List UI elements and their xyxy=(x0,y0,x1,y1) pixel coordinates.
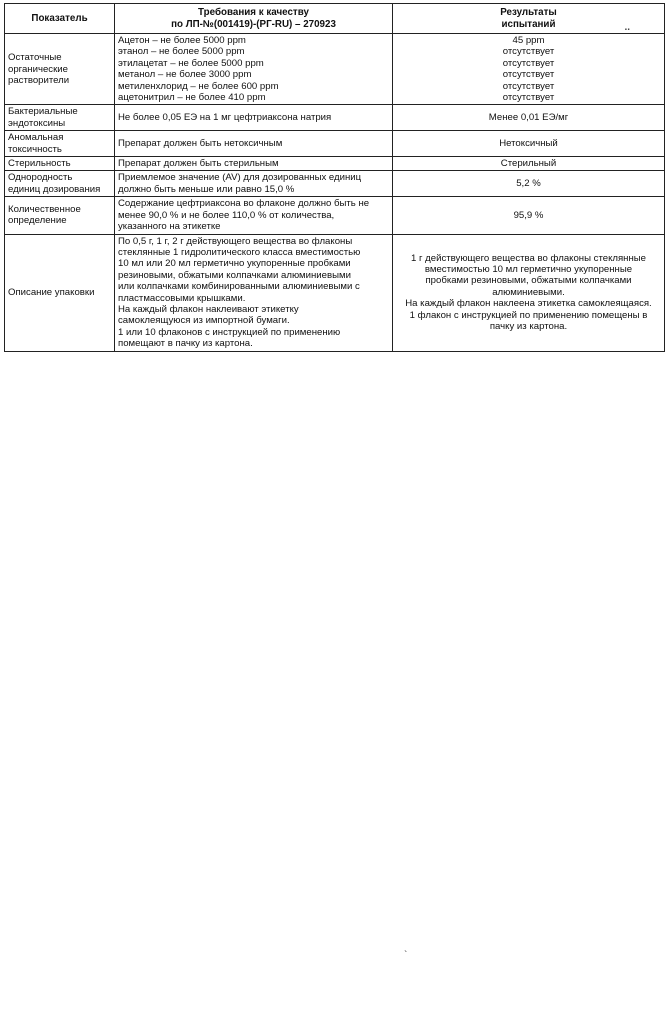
res-line: отсутствует xyxy=(502,57,555,69)
requirement-cell xyxy=(115,105,393,131)
requirement-cell xyxy=(115,131,393,157)
res-line: пачку из картона. xyxy=(489,321,568,333)
req-line: самоклеящуюся из импортной бумаги. xyxy=(118,315,290,327)
param-line: токсичность xyxy=(8,143,62,155)
res-line: отсутствует xyxy=(502,46,555,58)
req-line: пластмассовыми крышками. xyxy=(118,292,246,304)
requirement-cell xyxy=(115,197,393,234)
header-param xyxy=(5,4,115,34)
res-line: Стерильный xyxy=(500,158,557,170)
res-line: пробками резиновыми, обжатыми колпачками xyxy=(425,275,632,287)
req-line: указанного на этикетке xyxy=(118,221,221,233)
header-tick-mark: .. xyxy=(624,21,630,33)
result-cell xyxy=(393,34,665,105)
res-line: алюминиевыми. xyxy=(492,286,565,298)
req-line: этилацетат – не более 5000 ppm xyxy=(118,57,264,69)
res-line: 5,2 % xyxy=(516,178,541,190)
req-line: По 0,5 г, 1 г, 2 г действующего вещества во флаконы xyxy=(118,235,353,247)
result-cell xyxy=(393,171,665,197)
param-line: Аномальная xyxy=(8,132,64,144)
param-line: Бактериальные xyxy=(8,106,78,118)
req-line: должно быть меньше или равно 15,0 % xyxy=(118,183,295,195)
req-line: Ацетон – не более 5000 ppm xyxy=(118,35,246,46)
param-cell xyxy=(5,34,115,105)
param-line: Стерильность xyxy=(8,158,71,170)
quality-table xyxy=(4,3,665,352)
header-req-line: Требования к качеству xyxy=(198,7,309,19)
req-line: этанол – не более 5000 ppm xyxy=(118,46,245,58)
param-line: определение xyxy=(8,215,67,227)
param-cell xyxy=(5,234,115,351)
res-line: вместимостью 10 мл герметично укупоренные xyxy=(424,264,633,276)
param-line: органические xyxy=(8,63,68,75)
res-line: отсутствует xyxy=(502,69,555,81)
req-line: помещают в пачку из картона. xyxy=(118,338,253,350)
result-cell xyxy=(393,105,665,131)
param-line: единиц дозирования xyxy=(8,183,101,195)
param-line: растворители xyxy=(8,74,70,86)
req-line: 1 или 10 флаконов с инструкцией по применению xyxy=(118,326,341,338)
param-cell xyxy=(5,197,115,234)
req-line: метиленхлорид – не более 600 ppm xyxy=(118,80,279,92)
table-header-row xyxy=(5,4,665,34)
table-row xyxy=(5,157,665,171)
res-line: 1 г действующего вещества во флаконы стеклянные xyxy=(410,252,646,264)
param-line: Однородность xyxy=(8,172,73,184)
header-param-label: Показатель xyxy=(31,12,88,24)
bottom-tick-mark: ` xyxy=(404,950,408,961)
requirement-cell xyxy=(115,234,393,351)
res-line: Менее 0,01 ЕЭ/мг xyxy=(488,112,569,124)
param-line: Описание упаковки xyxy=(8,286,95,298)
table-row xyxy=(5,171,665,197)
req-line: Не более 0,05 ЕЭ на 1 мг цефтриаксона натрия xyxy=(118,112,332,124)
req-line: или колпачками комбинированными алюминиевыми с xyxy=(118,281,360,293)
req-line: Препарат должен быть стерильным xyxy=(118,158,279,170)
param-line: Количественное xyxy=(8,203,81,215)
param-cell xyxy=(5,131,115,157)
requirement-cell xyxy=(115,34,393,105)
req-line: Приемлемое значение (AV) для дозированных единиц xyxy=(118,172,362,184)
param-line: Остаточные xyxy=(8,52,62,64)
param-cell xyxy=(5,105,115,131)
result-cell xyxy=(393,131,665,157)
req-line: 10 мл или 20 мл герметично укупоренные пробками xyxy=(118,258,351,270)
req-line: Содержание цефтриаксона во флаконе должно быть не xyxy=(118,198,370,210)
res-line: На каждый флакон наклеена этикетка самоклеящаяся. xyxy=(405,298,652,310)
table-row xyxy=(5,105,665,131)
result-cell xyxy=(393,234,665,351)
req-line: менее 90,0 % и не более 110,0 % от количества, xyxy=(118,209,335,221)
req-line: Препарат должен быть нетоксичным xyxy=(118,137,283,149)
header-res-line: испытаний xyxy=(501,18,556,30)
req-line: На каждый флакон наклеивают этикетку xyxy=(118,303,299,315)
res-line: отсутствует xyxy=(502,92,555,104)
table-row xyxy=(5,234,665,351)
table-row xyxy=(5,131,665,157)
result-cell xyxy=(393,197,665,234)
result-cell xyxy=(393,157,665,171)
param-line: эндотоксины xyxy=(8,117,66,129)
table-row xyxy=(5,197,665,234)
req-line: ацетонитрил – не более 410 ppm xyxy=(118,92,266,104)
res-line: отсутствует xyxy=(502,80,555,92)
param-cell xyxy=(5,171,115,197)
header-requirements xyxy=(115,4,393,34)
req-line: резиновыми, обжатыми колпачками алюминиевыми xyxy=(118,269,351,281)
res-line: 1 флакон с инструкцией по применению помещены в xyxy=(409,309,648,321)
res-line: 95,9 % xyxy=(513,209,544,221)
header-results xyxy=(393,4,665,34)
header-req-line: по ЛП-№(001419)-(РГ-RU) – 270923 xyxy=(171,18,336,30)
requirement-cell xyxy=(115,157,393,171)
req-line: стеклянные 1 гидролитического класса вместимостью xyxy=(118,246,361,258)
param-cell xyxy=(5,157,115,171)
requirement-cell xyxy=(115,171,393,197)
res-line: Нетоксичный xyxy=(499,137,558,149)
res-line: 45 ppm xyxy=(512,35,545,46)
req-line: метанол – не более 3000 ppm xyxy=(118,69,252,81)
header-res-line: Результаты xyxy=(500,7,557,19)
table-row xyxy=(5,34,665,105)
